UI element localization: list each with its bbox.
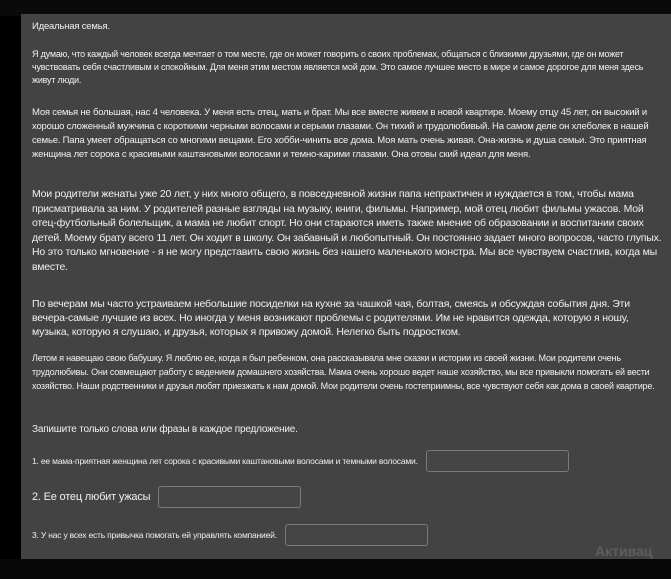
bottom-bar bbox=[0, 559, 671, 579]
document-panel bbox=[21, 14, 671, 559]
question-3-label: 3. У нас у всех есть привычка помогать ей управлять компанией. bbox=[32, 530, 277, 540]
paragraph-1: Я думаю, что каждый человек всегда мечтает о том месте, где он может говорить о своих проблемах, общаться с близкими друзьями, где он может чувствовать себя счастливым и спокойным. Для меня этим местом является мой дом. Это самое лучшее место в мире и самое дорогое для меня здесь живут люди. bbox=[32, 49, 644, 85]
activation-watermark: Активац bbox=[595, 543, 653, 559]
question-2-label: 2. Ее отец любит ужасы bbox=[32, 491, 151, 503]
paragraph-3: Мои родители женаты уже 20 лет, у них много общего, в повседневной жизни папа непрактичен и нуждается в том, чтобы мама присматривала за ним. У родителей разные взгляды на музыку, книги, фильмы. Например, мой отец любит фильмы ужасов. Мой отец-футбольный болельщик, а мама не любит спорт. Но они стараются иметь также мнение об образовании и воспитании своих детей. Моему брату всего 11 лет. Он ходит в школу. Он забавный и любопытный. Он постоянно задает много вопросов, часто глупых. Но это только мгновение - я не могу представить свою жизнь без нашего маленького монстра. Мы все чувствуем счастлив, когда мы вместе. bbox=[32, 188, 662, 273]
paragraph-4: По вечерам мы часто устраиваем небольшие посиделки на кухне за чашкой чая, болтая, смеясь и обсуждая события дня. Эти вечера-самые лучшие из всех. Но иногда у меня возникают проблемы с родителями. Им не нравится одежда, которую я ношу, музыка, которую я слушаю, и друзья, которых я привожу домой. Нелегко быть подростком. bbox=[32, 298, 630, 338]
answer-input-2[interactable] bbox=[158, 486, 301, 508]
question-row-3 bbox=[32, 524, 428, 546]
question-row-1 bbox=[32, 450, 569, 472]
question-1-label: 1. ее мама-приятная женщина лет сорока с красивыми каштановыми волосами и темными волосами. bbox=[32, 456, 418, 466]
document-title: Идеальная семья. bbox=[32, 21, 110, 32]
paragraph-2: Моя семья не большая, нас 4 человека. У меня есть отец, мать и брат. Мы все вместе живем в новой квартире. Моему отцу 45 лет, он высокий и хорошо сложенный мужчина с короткими черными волосами и серыми глазами. Он тихий и трудолюбивый. На самом деле он хлеболек в нашей семье. Папа умеет обращаться со многими вещами. Его хобби-чинить все дома. Моя мать очень живая. Она-жизнь и душа семьи. Это приятная женщина лет сорока с красивыми каштановыми волосами и темно-карими глазами. Она отовы ский идеал для меня. bbox=[32, 107, 649, 160]
answer-input-3[interactable] bbox=[285, 524, 428, 546]
instruction-text: Запишите только слова или фразы в каждое предложение. bbox=[32, 424, 298, 435]
paragraph-5: Летом я навещаю свою бабушку. Я люблю ее, когда я был ребенком, она рассказывала мне сказки и истории из своей жизни. Мои родители очень трудолюбивы. Они совмещают работу с ведением домашнего хозяйства. Мама очень хорошо ведет наше хозяйство, мы все привыкли помогать ей вести хозяйство. Наши родственники и друзья любят приезжать к нам домой. Мои родители очень гостеприимны, все чувствуют себя как дома в своей квартире. bbox=[32, 353, 655, 391]
question-row-2 bbox=[32, 486, 301, 508]
answer-input-1[interactable] bbox=[426, 450, 569, 472]
